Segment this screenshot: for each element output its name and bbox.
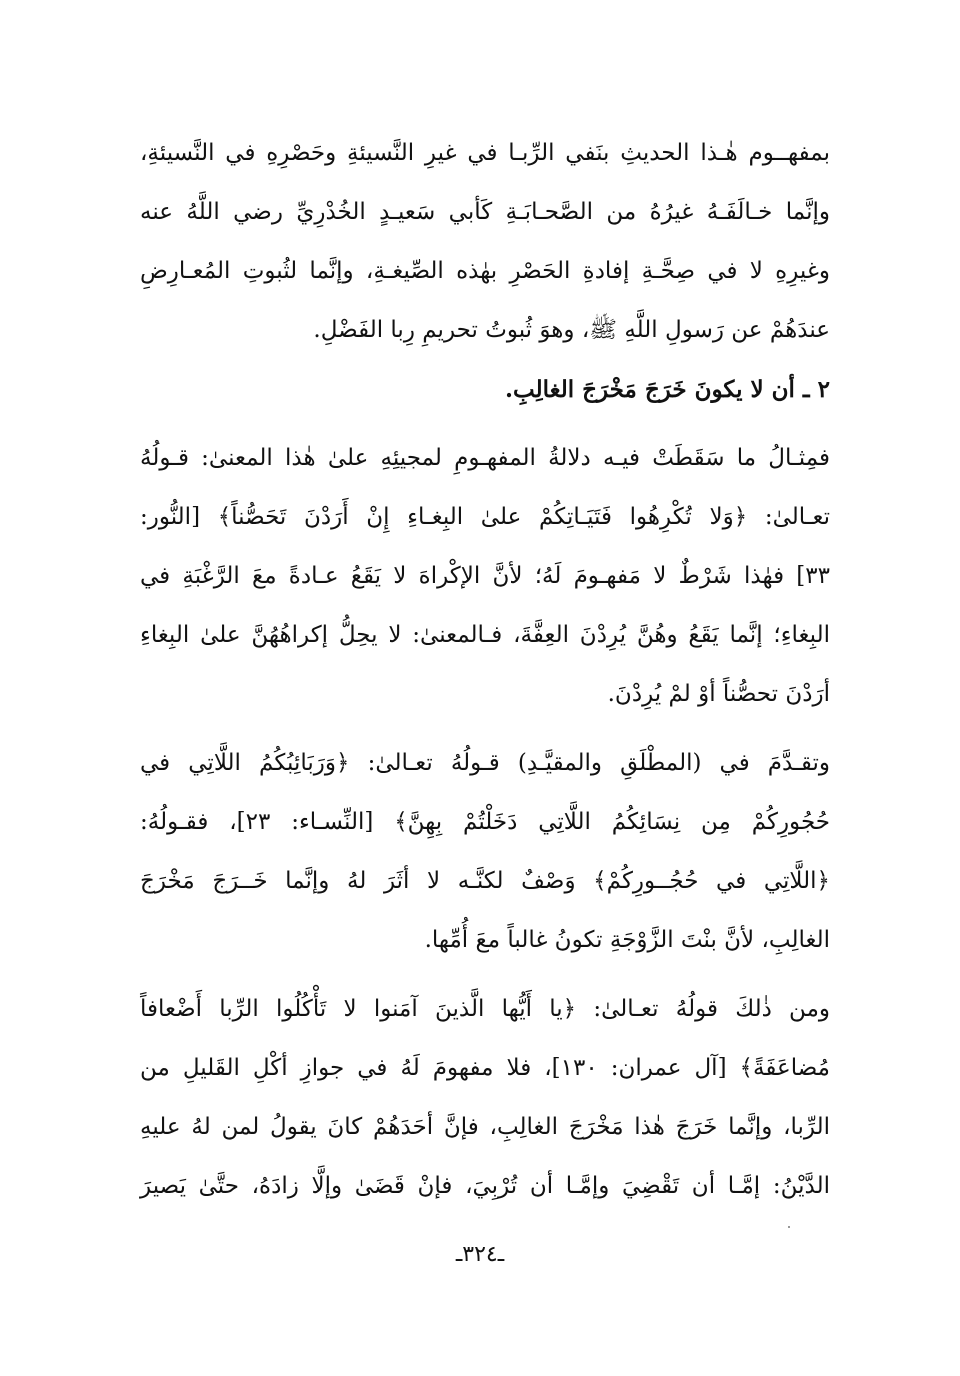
speck-mark xyxy=(788,1226,790,1228)
paragraph-gap xyxy=(140,419,830,429)
section-heading: ٢ ـ أن لا يكونَ خَرَجَ مَخْرَجَ الغالِبِ. xyxy=(505,376,830,403)
text-line: ٣٣] فهٰذا شَرْطٌ لا مَفهـومَ لَهُ؛ لأنَّ الإكْراهَ لا يَقَعُ عـادةً معَ الرَّغْبَةِ في xyxy=(140,563,830,589)
body-text xyxy=(140,124,830,1216)
paragraph-4 xyxy=(140,980,830,1216)
text-line: الغالِبِ، لأنَّ بنْتَ الزَّوْجَةِ تكونُ غالباً معَ أُمِّها. xyxy=(424,927,830,953)
paragraph-gap xyxy=(140,724,830,734)
text-line: وغيرِهِ لا في صِحَّـةِ إفادةِ الحَصْرِ بهٰذه الصِّيغـةِ، وإنَّما لثُبوتِ المُعـارِضِ xyxy=(140,258,830,284)
paragraph-3 xyxy=(140,734,830,970)
paragraph-1 xyxy=(140,124,830,360)
text-line: حُجُورِكُمْ مِن نِسَائِكُمُ اللَّاتِي دَخَلْتُمْ بِهِنَّ﴾ [النِّسـاء: ٢٣]، فقـولُهُ: xyxy=(140,809,831,835)
text-line: وإنَّما خـالَفَـهُ غيرُهُ من الصَّحـابَـةِ كَأبي سَعيـدٍ الخُدْرِيِّ رضي اللَّهُ عنه xyxy=(140,199,830,225)
text-line: تعـالىٰ: ﴿وَلا تُكْرِهُوا فَتَيَـاتِكُمْ علىٰ البِغـاءِ إِنْ أَرَدْنَ تَحَصُّناً﴾ [النُّور: xyxy=(140,504,830,530)
text-line: البِغاءِ؛ إنَّما يَقَعُ وهُنَّ يُرِدْنَ العِفَّةَ، فـالمعنىٰ: لا يحِلُّ إكراهُهُنَّ علىٰ البِغاءِ xyxy=(140,622,830,648)
text-line: الرِّبا، وإنَّما خَرَجَ هٰذا مَخْرَجَ الغالِبِ، فإنَّ أحَدَهُمْ كانَ يقولُ لمن لهُ عليهِ xyxy=(140,1114,830,1140)
text-line: الدَّيْنُ: إمَّـا أن تَقْضِيَ وإمَّـا أن تُرْبِيَ، فإنْ قَضَىٰ وإلَّا زادَهُ، حتَّىٰ يَصيرَ xyxy=(140,1173,830,1199)
paragraph-gap xyxy=(140,970,830,980)
text-line: ﴿اللَّاتِي في حُجُــورِكُمْ﴾ وَصْفٌ لكنَّـه لا أثَرَ لهُ وإنَّما خَــرَجَ مَخْرَجَ xyxy=(140,868,830,894)
text-line: وتقـدَّمَ في (المطْلَقِ والمقيَّـدِ) قـولُهُ تعـالىٰ: ﴿وَرَبَائِبُكُمُ اللَّاتِي في xyxy=(140,750,830,776)
text-line: بمفهــوم هٰـذا الحديثِ بنَفي الرِّبـا في غيرِ النَّسيئةِ وحَصْرِهِ في النَّسيئةِ، xyxy=(140,140,830,166)
text-line: ومن ذٰلكَ قولُهُ تعـالىٰ: ﴿يا أَيُّها الَّذينَ آمَنوا لا تَأْكُلُوا الرِّبا أَضْعافاً xyxy=(140,996,830,1022)
text-line: مُضاعَفَةً﴾ [آل عمران: ١٣٠]، فلا مفهومَ لَهُ في جوازِ أكْلِ القَليلِ من xyxy=(140,1055,830,1081)
paragraph-2 xyxy=(140,429,830,724)
text-line: أرَدْنَ تحصُّناً أوْ لمْ يُرِدْنَ. xyxy=(607,681,830,707)
text-line: فمِثـالُ ما سَقَطَتْ فيـه دلالةُ المفهـومِ لمجيئِهِ علىٰ هٰذا المعنىٰ: قـولُهُ xyxy=(140,445,830,471)
text-line: عندَهُمْ عن رَسولِ اللَّهِ ﷺ، وهوَ ثُبوتُ تحريمِ رِبا الفَضْلِ. xyxy=(313,317,830,343)
page-number: ـ٣٢٤ـ xyxy=(455,1242,505,1267)
